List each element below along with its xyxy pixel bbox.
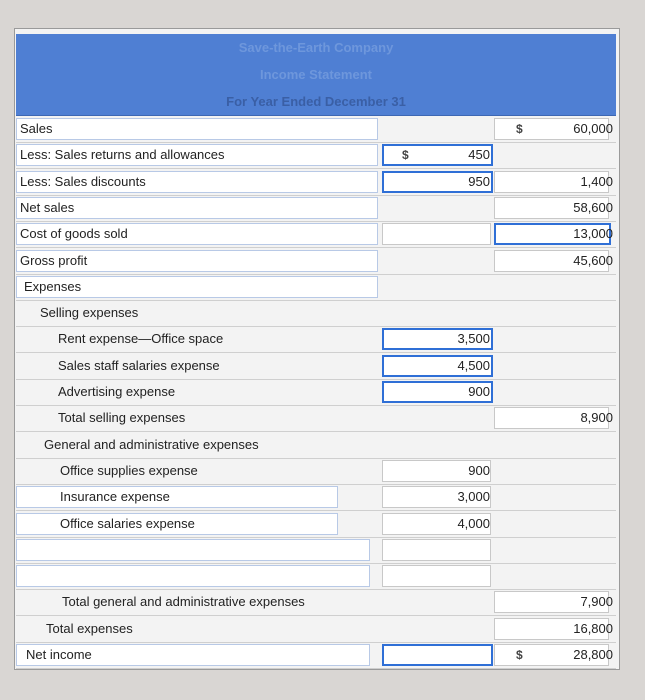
row-label: Less: Sales discounts — [20, 173, 146, 189]
row-label: Office supplies expense — [60, 462, 198, 478]
amount-input-col1[interactable] — [382, 565, 491, 587]
row-label: Net income — [26, 647, 92, 662]
amount-col1: 4,000 — [457, 515, 490, 531]
amount-col2: 58,600 — [573, 199, 613, 215]
statement-row — [16, 458, 616, 485]
amount-col1: 950 — [468, 173, 490, 189]
amount-col1: 3,500 — [457, 331, 490, 347]
amount-input-col1[interactable] — [382, 223, 491, 245]
amount-input-col1[interactable] — [382, 644, 493, 666]
statement-row — [16, 116, 616, 143]
currency-symbol: $ — [516, 648, 523, 662]
statement-row — [16, 142, 616, 169]
row-label: Selling expenses — [40, 305, 139, 321]
statement-row — [16, 484, 616, 511]
label-input[interactable] — [16, 118, 378, 140]
statement-row — [16, 537, 616, 564]
amount-col2: 8,900 — [580, 410, 613, 426]
amount-col1: 450 — [468, 147, 490, 163]
statement-row — [16, 405, 616, 432]
amount-col2: 1,400 — [580, 173, 613, 189]
row-label: Total general and administrative expenses — [62, 594, 305, 610]
statement-row — [16, 379, 616, 406]
amount-col2: 45,600 — [573, 252, 613, 268]
row-label: Advertising expense — [58, 384, 176, 399]
amount-col2: 60,000 — [573, 121, 613, 136]
company-name: Save-the-Earth Company — [16, 34, 616, 62]
statement-row — [16, 642, 616, 669]
amount-col1: 4,500 — [457, 357, 490, 373]
statement-row — [16, 589, 616, 616]
amount-col1: 900 — [468, 462, 490, 478]
statement-row — [16, 432, 616, 459]
label-input[interactable] — [16, 565, 370, 587]
row-label: Expenses — [24, 278, 82, 294]
statement-period: For Year Ended December 31 — [16, 88, 616, 116]
row-label: General and administrative expenses — [44, 436, 259, 452]
row-label: Total expenses — [46, 620, 133, 636]
row-label: Gross profit — [20, 252, 88, 268]
statement-row — [16, 221, 616, 248]
amount-input-col1[interactable] — [382, 539, 491, 561]
amount-col1: 900 — [468, 384, 490, 399]
statement-row — [16, 563, 616, 590]
row-label: Cost of goods sold — [20, 226, 128, 242]
row-label: Total selling expenses — [58, 410, 186, 426]
amount-col2: 28,800 — [573, 647, 613, 662]
currency-symbol: $ — [516, 122, 523, 136]
statement-row — [16, 616, 616, 643]
row-label: Rent expense—Office space — [58, 331, 224, 347]
row-label: Office salaries expense — [60, 515, 195, 531]
statement-row — [16, 169, 616, 196]
amount-col2: 16,800 — [573, 620, 613, 636]
statement-row — [16, 195, 616, 222]
statement-row — [16, 274, 616, 301]
label-input[interactable] — [16, 539, 370, 561]
amount-col1: 3,000 — [457, 489, 490, 505]
amount-col2: 7,900 — [580, 594, 613, 610]
statement-row — [16, 300, 616, 327]
row-label: Insurance expense — [60, 489, 170, 505]
row-label: Less: Sales returns and allowances — [20, 147, 225, 163]
row-label: Sales staff salaries expense — [58, 357, 220, 373]
statement-row — [16, 248, 616, 275]
row-label: Sales — [20, 121, 53, 136]
row-label: Net sales — [20, 199, 75, 215]
amount-col2: 13,000 — [573, 226, 613, 242]
statement-row — [16, 511, 616, 538]
currency-symbol: $ — [402, 148, 409, 163]
statement-row — [16, 326, 616, 353]
statement-title: Income Statement — [16, 61, 616, 89]
statement-row — [16, 353, 616, 380]
